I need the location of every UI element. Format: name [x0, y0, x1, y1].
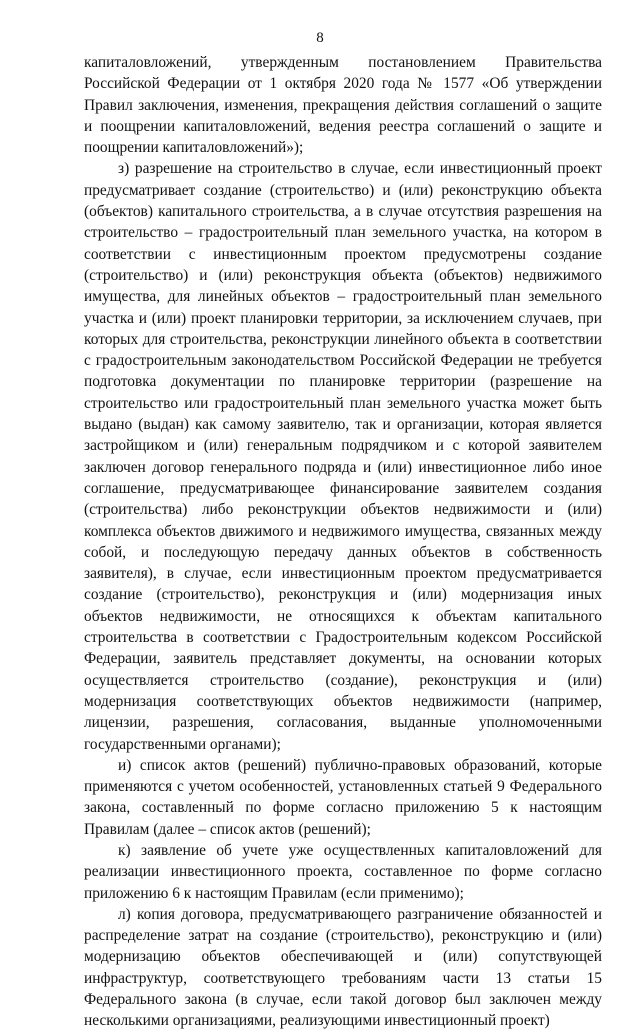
document-body: [84, 52, 602, 1032]
paragraph-item-k: к) заявление об учете уже осуществленных капиталовложений для реализации инвестиционного проекта, составленное по форме согласно приложению 6 к настоящим Правилам (если применимо);: [84, 841, 602, 902]
paragraph-continuation: капиталовложений, утвержденным постановлением Правительства Российской Федерации от 1 октября 2020 года № 1577 «Об утверждении Правил заключения, изменения, прекращения действия соглашений о защите и поощрении капиталовложений, ведения реестра соглашений о защите и поощрении капиталовложений»);: [84, 54, 602, 157]
paragraph-item-i: и) список актов (решений) публично-правовых образований, которые применяются с учетом особенностей, установленных статьей 9 Федерального закона, составленный по форме согласно приложению 5 к настоящим Правилам (далее – список актов (решений);: [84, 756, 602, 838]
paragraph-item-l: л) копия договора, предусматривающего разграничение обязанностей и распределение затрат на создание (строительство), реконструкцию и (или) модернизацию объектов обеспечивающей и (или) сопутствующей инфраструктур, соответствующего требованиям части 13 статьи 15 Федерального закона (в случае, если такой договор был заключен между несколькими организациями, реализующими инвестиционный проект): [84, 905, 602, 1030]
paragraph-item-z: з) разрешение на строительство в случае, если инвестиционный проект предусматривает создание (строительство) и (или) реконструкцию объекта (объектов) капитального строительства, а в случае отсутствия разрешения на строительство – градостроительный план земельного участка, на котором в соответствии с инвестиционным проектом предусмотрены создание (строительство) и (или) реконструкция объекта (объектов) недвижимого имущества, для линейных объектов – градостроительный план земельного участка и (или) проект планировки территории, за исключением случаев, при которых для строительства, реконструкции линейного объекта в соответствии с градостроительным законодательством Российской Федерации не требуется подготовка документации по планировке территории (разрешение на строительство или градостроительный план земельного участка может быть выдано (выдан) как самому заявителю, так и организации, которая является застройщиком и (или) генеральным подрядчиком и с которой заявителем заключен договор генерального подряда и (или) инвестиционное либо иное соглашение, предусматривающее финансирование заявителем создания (строительства) либо реконструкции объектов недвижимости и (или) комплекса объектов движимого и недвижимого имущества, связанных между собой, и последующую передачу данных объектов в собственность заявителя), в случае, если инвестиционным проектом предусматривается создание (строительство), реконструкция и (или) модернизация иных объектов недвижимости, не относящихся к объектам капитального строительства в соответствии с Градостроительным кодексом Российской Федерации, заявитель представляет документы, на основании которых осуществляется строительство (создание), реконструкция и (или) модернизация соответствующих объектов недвижимости (например, лицензии, разрешения, согласования, выданные уполномоченными государственными органами);: [84, 160, 602, 753]
page-number: 8: [316, 30, 324, 46]
